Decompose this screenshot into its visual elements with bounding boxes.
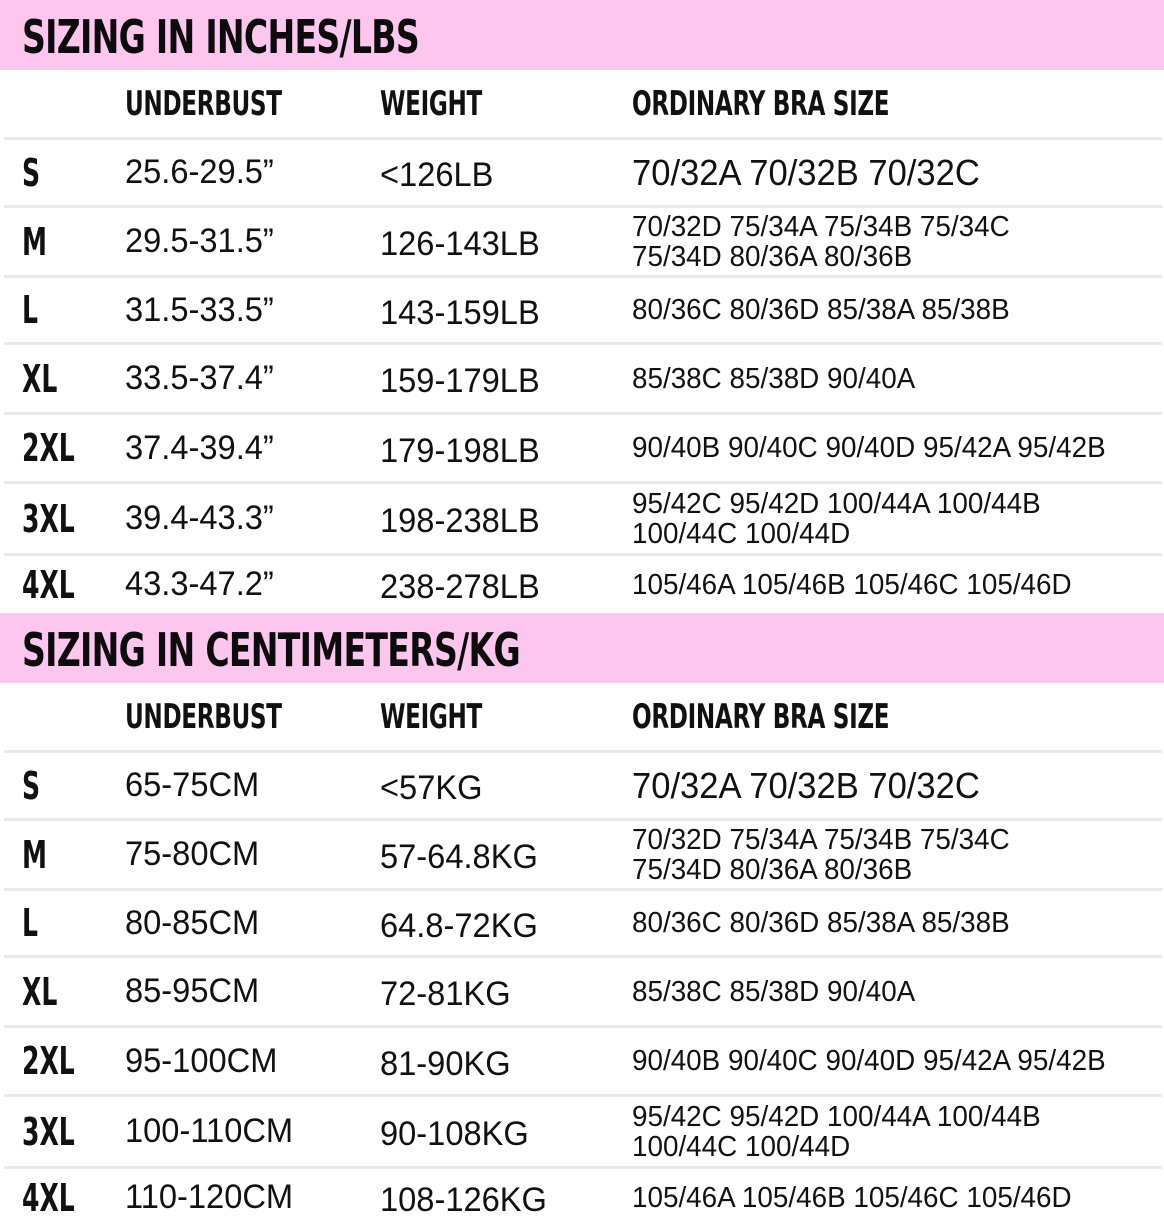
underbust-cell	[125, 1028, 375, 1094]
bra-size-cell	[632, 1169, 1162, 1226]
size-label: S	[22, 150, 41, 195]
bra-size-header: ORDINARY BRA SIZE	[632, 83, 890, 124]
bra-size-line: 105/46A 105/46B 105/46C 105/46D	[632, 1181, 1072, 1214]
underbust-header: UNDERBUST	[125, 83, 282, 124]
weight-cell	[380, 484, 630, 553]
weight-cell	[380, 345, 630, 412]
size-cell	[22, 556, 122, 613]
inches-rows	[0, 140, 1164, 613]
underbust-cell	[125, 753, 375, 818]
underbust-value: 85-95CM	[125, 972, 260, 1010]
table-row	[4, 484, 1162, 556]
bra-size-lines	[632, 489, 1058, 549]
size-label: L	[22, 901, 38, 945]
underbust-value: 33.5-37.4”	[125, 359, 274, 397]
weight-cell	[380, 415, 630, 481]
underbust-value: 29.5-31.5”	[125, 222, 274, 260]
underbust-value: 37.4-39.4”	[125, 428, 274, 467]
underbust-header: UNDERBUST	[125, 696, 282, 737]
bra-size-lines	[632, 1102, 1058, 1162]
underbust-value: 95-100CM	[125, 1041, 278, 1080]
size-cell	[22, 1097, 122, 1166]
underbust-cell	[125, 958, 375, 1025]
size-label: 2XL	[22, 426, 75, 470]
weight-value: 238-278LB	[380, 568, 540, 606]
table-row	[4, 1169, 1162, 1226]
weight-value: 126-143LB	[380, 225, 540, 263]
underbust-cell	[125, 1097, 375, 1166]
bra-size-line: 105/46A 105/46B 105/46C 105/46D	[632, 568, 1072, 601]
bra-size-cell	[632, 140, 1162, 205]
bra-size-cell	[632, 1097, 1162, 1166]
cm-rows	[0, 753, 1164, 1226]
underbust-value: 25.6-29.5”	[125, 153, 274, 191]
weight-value: 159-179LB	[380, 362, 540, 400]
table-row	[4, 345, 1162, 415]
size-label: 4XL	[22, 562, 75, 607]
size-cell	[22, 958, 122, 1025]
table-row	[4, 958, 1162, 1028]
weight-cell	[380, 891, 630, 955]
size-cell	[22, 278, 122, 342]
inches-section	[0, 0, 1164, 613]
size-label: M	[22, 832, 47, 877]
underbust-cell	[125, 415, 375, 481]
cm-section	[0, 613, 1164, 1226]
weight-value: <126LB	[380, 156, 494, 194]
table-row	[4, 1028, 1162, 1097]
size-label: M	[22, 219, 47, 264]
weight-cell	[380, 958, 630, 1025]
underbust-cell	[125, 556, 375, 613]
size-cell	[22, 1169, 122, 1226]
underbust-cell	[125, 1169, 375, 1226]
size-cell	[22, 1028, 122, 1094]
weight-value: 72-81KG	[380, 975, 511, 1013]
bra-size-line: 70/32D 75/34A 75/34B 75/34C	[632, 823, 1010, 856]
weight-cell	[380, 140, 630, 205]
table-row	[4, 891, 1162, 958]
size-label: 2XL	[22, 1039, 75, 1083]
bra-size-header: ORDINARY BRA SIZE	[632, 696, 890, 737]
table-row	[4, 140, 1162, 208]
underbust-value: 65-75CM	[125, 766, 260, 804]
bra-size-line: 75/34D 80/36A 80/36B	[632, 240, 913, 273]
size-label: XL	[22, 356, 58, 401]
cm-header-row	[4, 683, 1162, 753]
inches-header-row	[4, 70, 1162, 140]
bra-size-line: 70/32D 75/34A 75/34B 75/34C	[632, 210, 1010, 243]
table-row	[4, 278, 1162, 345]
bra-size-line: 100/44C 100/44D	[632, 517, 851, 550]
underbust-value: 110-120CM	[125, 1178, 294, 1216]
inches-banner	[0, 0, 1164, 70]
size-cell	[22, 208, 122, 275]
weight-value: 198-238LB	[380, 502, 540, 540]
underbust-cell	[125, 140, 375, 205]
weight-value: 64.8-72KG	[380, 906, 538, 945]
size-label: 4XL	[22, 1175, 75, 1220]
cm-title: SIZING IN CENTIMETERS/KG	[22, 623, 520, 677]
table-row	[4, 1097, 1162, 1169]
bra-size-line: 90/40B 90/40C 90/40D 95/42A 95/42B	[632, 432, 1106, 464]
size-label: S	[22, 763, 41, 808]
bra-size-cell	[632, 415, 1162, 481]
underbust-value: 31.5-33.5”	[125, 290, 274, 329]
underbust-value: 43.3-47.2”	[125, 565, 274, 603]
table-row	[4, 821, 1162, 891]
bra-size-cell	[632, 958, 1162, 1025]
bra-size-lines	[632, 212, 1025, 272]
size-cell	[22, 345, 122, 412]
weight-cell	[380, 278, 630, 342]
table-row	[4, 208, 1162, 278]
bra-size-cell	[632, 1028, 1162, 1094]
size-cell	[22, 415, 122, 481]
weight-cell	[380, 1028, 630, 1094]
bra-size-line: 85/38C 85/38D 90/40A	[632, 362, 916, 395]
underbust-value: 80-85CM	[125, 903, 260, 942]
table-row	[4, 753, 1162, 821]
underbust-cell	[125, 278, 375, 342]
underbust-value: 100-110CM	[125, 1112, 294, 1150]
bra-size-cell	[632, 821, 1162, 888]
weight-value: 108-126KG	[380, 1181, 547, 1219]
bra-size-line: 85/38C 85/38D 90/40A	[632, 975, 916, 1008]
underbust-cell	[125, 208, 375, 275]
table-row	[4, 556, 1162, 613]
size-cell	[22, 821, 122, 888]
bra-size-line: 90/40B 90/40C 90/40D 95/42A 95/42B	[632, 1045, 1106, 1077]
bra-size-cell	[632, 345, 1162, 412]
underbust-value: 75-80CM	[125, 835, 260, 873]
weight-value: 179-198LB	[380, 431, 540, 470]
weight-cell	[380, 753, 630, 818]
size-label: 3XL	[22, 496, 75, 541]
size-label: 3XL	[22, 1109, 75, 1154]
underbust-cell	[125, 821, 375, 888]
bra-size-line: 70/32A 70/32B 70/32C	[632, 151, 980, 193]
weight-value: 57-64.8KG	[380, 838, 538, 876]
underbust-cell	[125, 484, 375, 553]
underbust-cell	[125, 891, 375, 955]
inches-title: SIZING IN INCHES/LBS	[22, 10, 419, 64]
size-cell	[22, 484, 122, 553]
bra-size-line: 80/36C 80/36D 85/38A 85/38B	[632, 294, 1010, 326]
weight-header: WEIGHT	[380, 83, 482, 124]
bra-size-line: 70/32A 70/32B 70/32C	[632, 764, 980, 806]
weight-cell	[380, 208, 630, 275]
underbust-value: 39.4-43.3”	[125, 499, 274, 537]
bra-size-cell	[632, 753, 1162, 818]
weight-cell	[380, 821, 630, 888]
weight-cell	[380, 1169, 630, 1226]
bra-size-cell	[632, 891, 1162, 955]
bra-size-line: 95/42C 95/42D 100/44A 100/44B	[632, 1100, 1041, 1133]
weight-cell	[380, 1097, 630, 1166]
bra-size-cell	[632, 278, 1162, 342]
weight-cell	[380, 556, 630, 613]
cm-banner	[0, 613, 1164, 683]
weight-header: WEIGHT	[380, 696, 482, 737]
size-cell	[22, 140, 122, 205]
table-row	[4, 415, 1162, 484]
bra-size-cell	[632, 484, 1162, 553]
size-label: L	[22, 288, 38, 332]
bra-size-line: 75/34D 80/36A 80/36B	[632, 853, 913, 886]
bra-size-lines	[632, 825, 1025, 885]
bra-size-cell	[632, 556, 1162, 613]
weight-value: <57KG	[380, 769, 483, 807]
weight-value: 81-90KG	[380, 1044, 511, 1083]
bra-size-line: 100/44C 100/44D	[632, 1130, 851, 1163]
bra-size-line: 80/36C 80/36D 85/38A 85/38B	[632, 907, 1010, 939]
underbust-cell	[125, 345, 375, 412]
bra-size-line: 95/42C 95/42D 100/44A 100/44B	[632, 487, 1041, 520]
weight-value: 90-108KG	[380, 1115, 529, 1153]
weight-value: 143-159LB	[380, 293, 540, 332]
bra-size-cell	[632, 208, 1162, 275]
size-cell	[22, 753, 122, 818]
size-label: XL	[22, 969, 58, 1014]
size-cell	[22, 891, 122, 955]
